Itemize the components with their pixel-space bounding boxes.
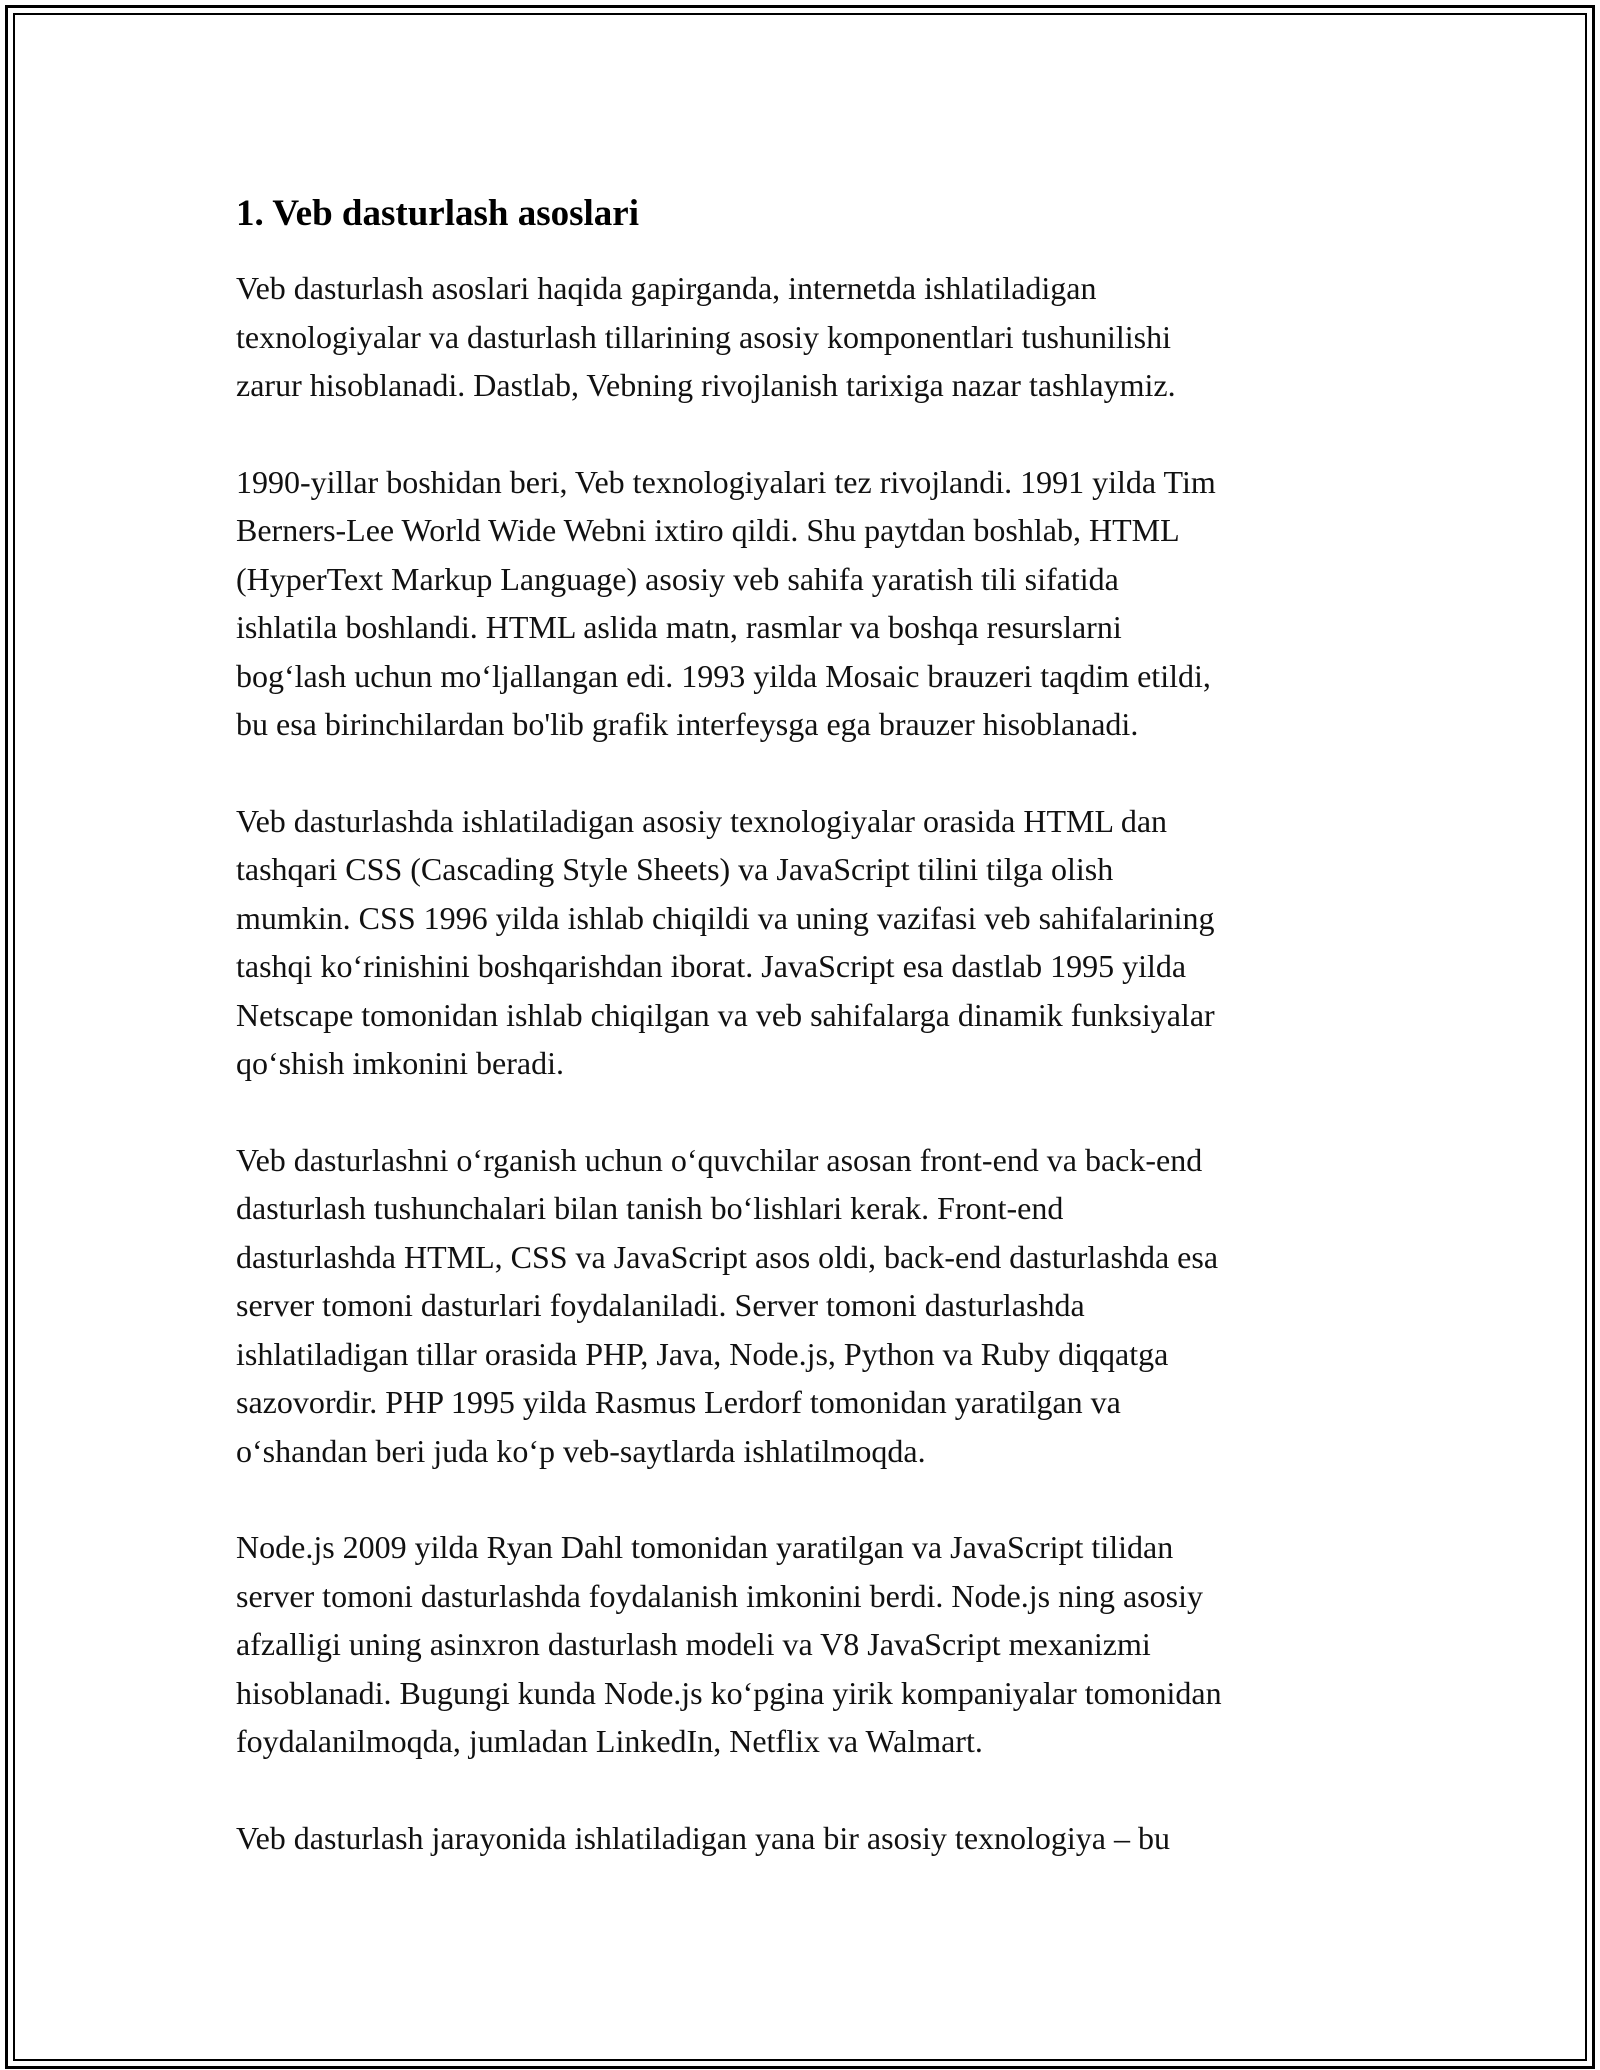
section-heading: 1. Veb dasturlash asoslari	[236, 193, 639, 234]
paragraph-core-technologies: Veb dasturlashda ishlatiladigan asosiy texnologiyalar orasida HTML dan tashqari CSS (Cascading Style Sheets) va JavaScript tilini tilga olish mumkin. CSS 1996 yilda ishlab chiqildi va uning vazifasi veb sahifalarining tashqi ko‘rinishini boshqarishdan iborat. JavaScript esa dastlab 1995 yilda Netscape tomonidan ishlab chiqilgan va veb sahifalarga dinamik funksiyalar qo‘shish imkonini beradi.	[236, 802, 1215, 1081]
document-body	[236, 188, 1396, 1910]
paragraph-nodejs: Node.js 2009 yilda Ryan Dahl tomonidan yaratilgan va JavaScript tilidan server tomoni dasturlashda foydalanish imkonini berdi. Node.js ning asosiy afzalligi uning asinxron dasturlash modeli va V8 JavaScript mexanizmi hisoblanadi. Bugungi kunda Node.js ko‘pgina yirik kompaniyalar tomonidan foydalanilmoqda, jumladan LinkedIn, Netflix va Walmart.	[236, 1529, 1222, 1759]
paragraph-web-basics-intro: Veb dasturlash asoslari haqida gapirganda, internetda ishlatiladigan texnologiyalar va dasturlash tillarining asosiy komponentlari tushunilishi zarur hisoblanadi. Dastlab, Vebning rivojlanish tarixiga nazar tashlaymiz.	[236, 270, 1176, 403]
paragraph-front-back-end: Veb dasturlashni o‘rganish uchun o‘quvchilar asosan front-end va back-end dasturlash tushunchalari bilan tanish bo‘lishlari kerak. Front-end dasturlashda HTML, CSS va JavaScript asos oldi, back-end dasturlashda esa server tomoni dasturlari foydalaniladi. Server tomoni dasturlashda ishlatiladigan tillar orasida PHP, Java, Node.js, Python va Ruby diqqatga sazovordir. PHP 1995 yilda Rasmus Lerdorf tomonidan yaratilgan va o‘shandan beri juda ko‘p veb-saytlarda ishlatilmoqda.	[236, 1141, 1219, 1469]
paragraph-continuation: Veb dasturlash jarayonida ishlatiladigan yana bir asosiy texnologiya – bu	[236, 1819, 1170, 1856]
paragraph-web-history: 1990-yillar boshidan beri, Veb texnologiyalari tez rivojlandi. 1991 yilda Tim Berners-Lee World Wide Webni ixtiro qildi. Shu paytdan boshlab, HTML (HyperText Markup Language) asosiy veb sahifa yaratish tili sifatida ishlatila boshlandi. HTML aslida matn, rasmlar va boshqa resurslarni bog‘lash uchun mo‘ljallangan edi. 1993 yilda Mosaic brauzeri taqdim etildi, bu esa birinchilardan bo'lib grafik interfeysga ega brauzer hisoblanadi.	[236, 463, 1216, 742]
